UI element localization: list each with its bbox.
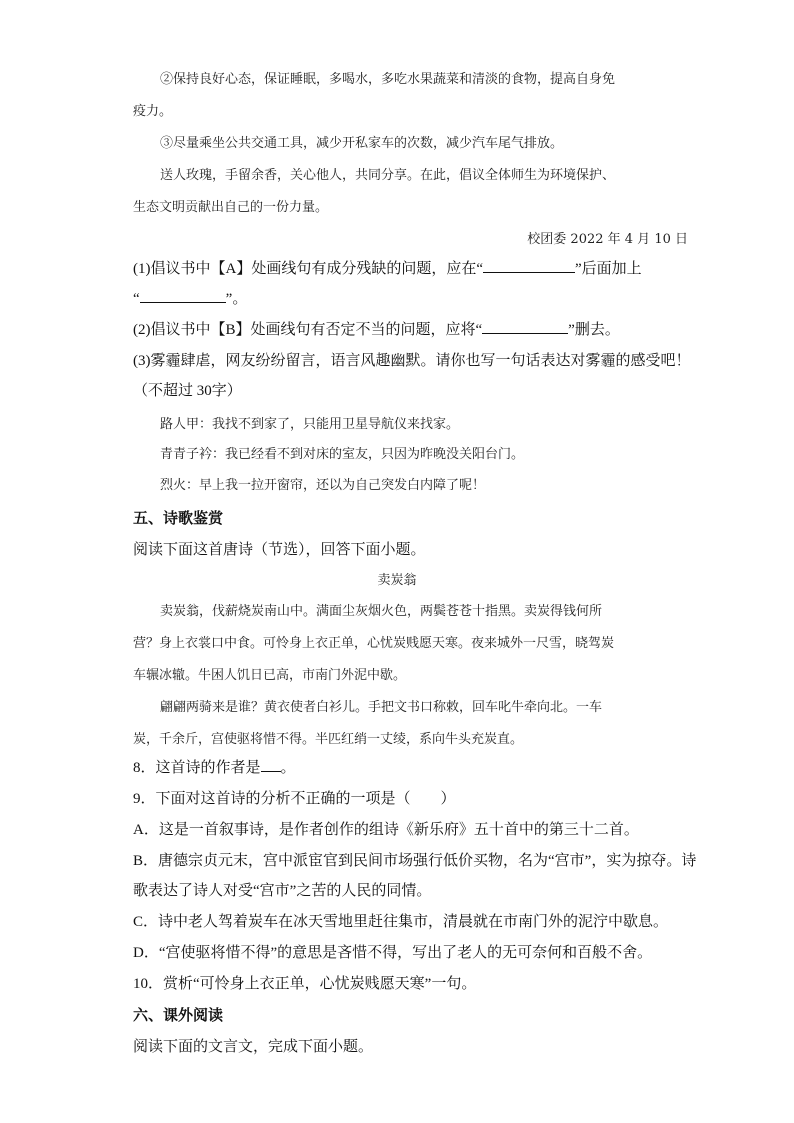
poem-line: 炭，千余斤，宫使驱将惜不得。半匹红绡一丈绫，系向牛头充炭直。 (133, 732, 524, 747)
question-2 (133, 318, 620, 339)
question-1-cont (133, 287, 247, 308)
answer-blank (261, 757, 281, 772)
question-1-text-2: ”后面加上 (574, 261, 642, 277)
option-b-cont: 歌表达了诗人对受“宫市”之苦的人民的同情。 (133, 883, 432, 899)
section-5-heading: 五、诗歌鉴赏 (133, 511, 224, 527)
proposal-signature: 校团委 2022 年 4 月 10 日 (527, 232, 688, 247)
option-a: A．这是一首叙事诗，是作者创作的组诗《新乐府》五十首中的第三十二首。 (133, 822, 639, 838)
proposal-item-3: ③尽量乘坐公共交通工具，减少开私家车的次数，减少汽车尾气排放。 (160, 136, 564, 151)
answer-blank (483, 258, 575, 273)
question-8-text: 8．这首诗的作者是 (133, 760, 261, 776)
poem-line: 翩翩两骑来是谁？黄衣使者白衫儿。手把文书口称敕，回车叱牛牵向北。一车 (160, 700, 603, 715)
question-2-text: (2)倡议书中【B】处画线句有否定不当的问题，应将“ (133, 322, 483, 338)
proposal-closing-cont: 生态文明贡献出自己的一份力量。 (133, 200, 329, 215)
netizen-comment: 青青子衿：我已经看不到对床的室友，只因为昨晚没关阳台门。 (160, 447, 525, 462)
poem-line: 卖炭翁，伐薪烧炭南山中。满面尘灰烟火色，两鬓苍苍十指黑。卖炭得钱何所 (160, 604, 603, 619)
open-quote: “ (133, 291, 140, 307)
question-3-limit: （不超过 30字） (133, 383, 242, 399)
poem-title: 卖炭翁 (377, 573, 417, 588)
poem-line: 营？身上衣裳口中食。可怜身上衣正单，心忧炭贱愿天寒。夜来城外一尺雪，晓驾炭 (133, 636, 615, 651)
netizen-comment: 烈火：早上我一拉开窗帘，还以为自己突发白内障了呢！ (160, 478, 486, 493)
option-c: C．诗中老人驾着炭车在冰天雪地里赶往集市，清晨就在市南门外的泥泞中歇息。 (133, 914, 669, 930)
answer-blank (140, 288, 226, 303)
question-10: 10．赏析“可怜身上衣正单，心忧炭贱愿天寒”一句。 (133, 976, 477, 992)
proposal-item-2-cont: 疫力。 (133, 104, 173, 119)
question-8 (133, 756, 296, 777)
question-8-end: 。 (280, 760, 296, 776)
poem-line: 车辗冰辙。牛困人饥日已高，市南门外泥中歇。 (133, 668, 407, 683)
proposal-closing: 送人玫瑰，手留余香，关心他人，共同分享。在此，倡议全体师生为环境保护、 (160, 168, 616, 183)
close-quote: ”。 (225, 291, 248, 307)
section-6-intro: 阅读下面的文言文，完成下面小题。 (133, 1039, 374, 1055)
answer-blank (482, 319, 568, 334)
question-3: (3)雾霾肆虐，网友纷纷留言，语言风趣幽默。请你也写一句话表达对雾霾的感受吧！ (133, 353, 691, 369)
proposal-item-2: ②保持良好心态，保证睡眠，多喝水，多吃水果蔬菜和清淡的食物，提高自身免 (160, 72, 616, 87)
question-1-text: (1)倡议书中【A】处画线句有成分残缺的问题，应在“ (133, 261, 483, 277)
question-1 (133, 257, 642, 278)
option-d: D．“宫使驱将惜不得”的意思是吝惜不得，写出了老人的无可奈何和百般不舍。 (133, 945, 653, 961)
question-9: 9．下面对这首诗的分析不正确的一项是（ ） (133, 791, 456, 807)
option-b: B．唐德宗贞元末，宫中派宦官到民间市场强行低价买物，名为“宫市”，实为掠夺。诗 (133, 853, 697, 869)
netizen-comment: 路人甲：我找不到家了，只能用卫星导航仪来找家。 (160, 417, 460, 432)
question-2-text-2: ”删去。 (568, 322, 620, 338)
section-6-heading: 六、课外阅读 (133, 1008, 224, 1024)
section-5-intro: 阅读下面这首唐诗（节选），回答下面小题。 (133, 542, 426, 558)
